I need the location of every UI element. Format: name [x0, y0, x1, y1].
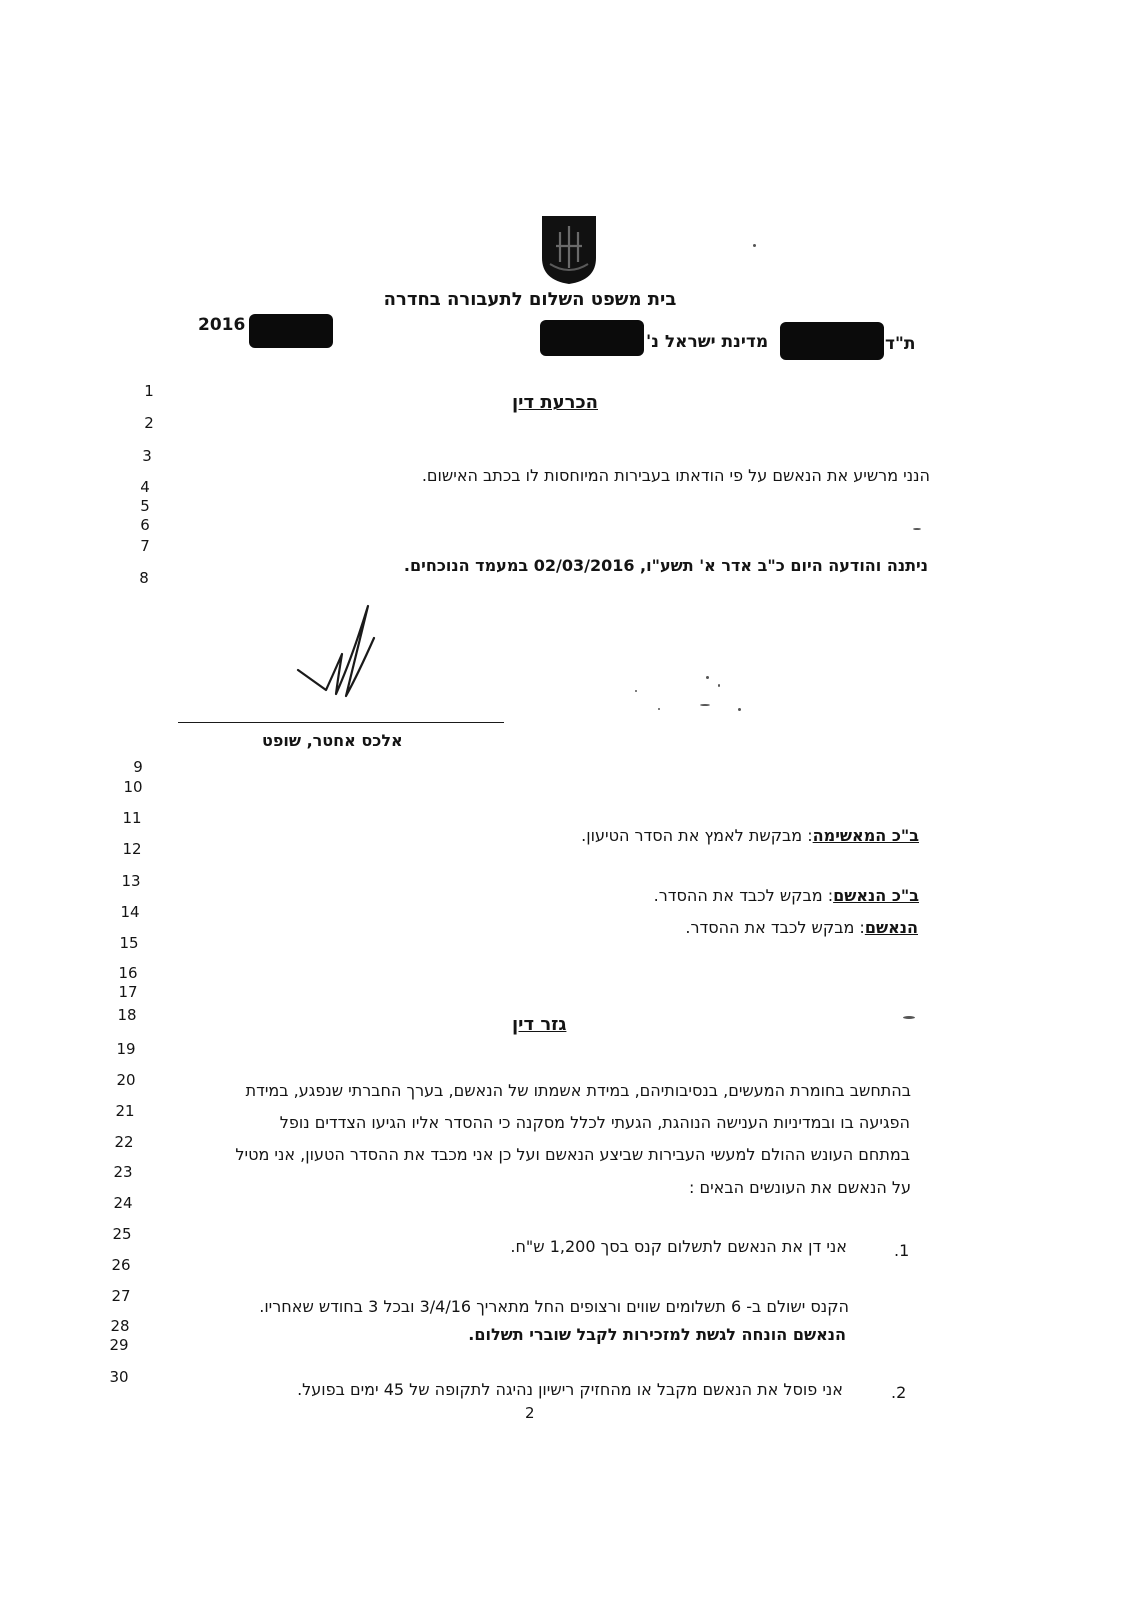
line-number: 17: [118, 983, 138, 1001]
sentence-paragraph-line: במתחם העונש ההולם למעשי העבירות שביצע הנאשם ועל כן אני מכבד את ההסדר הטעון, אני מטיל: [235, 1145, 910, 1164]
page-number: 2: [525, 1404, 535, 1422]
line-number: 12: [122, 840, 142, 858]
line-number: 30: [109, 1368, 129, 1386]
state-emblem-icon: [538, 212, 600, 286]
line-number: 3: [142, 447, 152, 465]
redaction-block: [249, 314, 333, 348]
argument-speaker: הנאשם: [864, 918, 918, 937]
license-suspension-text: אני פוסל את הנאשם מקבל או מהחזיק רישיון נהיגה לתקופה של 45 ימים בפועל.: [297, 1380, 843, 1399]
line-number: 22: [114, 1133, 134, 1151]
prosecution-argument: [581, 826, 919, 845]
line-number: 9: [133, 758, 143, 776]
line-number: 6: [140, 516, 150, 534]
line-number: 25: [112, 1225, 132, 1243]
judge-name: אלכס אחטר, שופט: [262, 731, 403, 750]
line-number: 2: [144, 414, 154, 432]
argument-speaker: ב"כ הנאשם: [833, 886, 919, 905]
fine-installments: הקנס ישולם ב- 6 תשלומים שווים ורצופים החל מתאריך 3/4/16 ובכל 3 בחודש שאחריו.: [259, 1297, 849, 1316]
defense-counsel-argument: [654, 886, 919, 905]
line-number: 7: [140, 537, 150, 555]
line-number: 13: [121, 872, 141, 890]
signature-line: [178, 722, 504, 723]
scan-speck: [903, 1016, 915, 1019]
line-number: 10: [123, 778, 143, 796]
sentence-paragraph-line: הפגיעה בו ובמדיניות הענישה הנוהגת, הגעתי לכלל מסקנה כי ההסדר אליו הגיעו הצדדים נופל: [279, 1113, 910, 1132]
scan-speck: [635, 690, 637, 692]
line-number: 23: [113, 1163, 133, 1181]
item-number: .1: [894, 1241, 910, 1260]
case-prefix: ת"ד: [885, 334, 916, 354]
argument-speaker: ב"כ המאשימה: [812, 826, 919, 845]
line-number: 29: [109, 1336, 129, 1354]
argument-text: : מבקש לכבד את ההסדר.: [653, 886, 834, 905]
court-name: בית משפט השלום לתעבורה בחדרה: [383, 289, 677, 310]
verdict-given-date: ניתנה והודעה היום כ"ב אדר א' תשע"ו, 02/03/2016 במעמד הנוכחים.: [403, 556, 928, 575]
line-number: 26: [111, 1256, 131, 1274]
sentence-paragraph-line: בהתחשב בחומרת המעשים, בנסיבותיהם, במידת אשמתו של הנאשם, בערך החברתי שנפגע, במידת: [245, 1081, 911, 1100]
judge-signature: [290, 598, 390, 700]
defendant-argument: [685, 918, 918, 937]
line-number: 21: [115, 1102, 135, 1120]
case-year: 2016: [198, 315, 246, 335]
redaction-block: [780, 322, 884, 360]
line-number: 14: [120, 903, 140, 921]
line-number: 5: [140, 497, 150, 515]
scan-speck: [913, 528, 921, 530]
sentence-title: גזר דין: [512, 1014, 567, 1035]
fine-text: אני דן את הנאשם לתשלום קנס בסך 1,200 ש"ח.: [510, 1237, 847, 1256]
line-number: 11: [122, 809, 142, 827]
line-number: 15: [119, 934, 139, 952]
scan-speck: [753, 244, 756, 247]
line-number: 20: [116, 1071, 136, 1089]
payment-note: הנאשם הונחה לגשת למזכירות לקבל שוברי תשלום.: [468, 1325, 846, 1344]
line-number: 27: [111, 1287, 131, 1305]
line-number: 28: [110, 1317, 130, 1335]
line-number: 8: [139, 569, 149, 587]
sentence-paragraph-line: על הנאשם את העונשים הבאים :: [688, 1178, 911, 1197]
case-parties: מדינת ישראל נ': [646, 332, 769, 352]
scan-speck: [658, 708, 660, 710]
redaction-block: [540, 320, 644, 356]
scan-speck: [718, 684, 720, 687]
line-number: 16: [118, 964, 138, 982]
item-number: .2: [891, 1383, 907, 1402]
scan-speck: [738, 708, 741, 711]
line-number: 1: [144, 382, 154, 400]
line-number: 18: [117, 1006, 137, 1024]
line-number: 4: [140, 478, 150, 496]
line-number: 19: [116, 1040, 136, 1058]
scan-speck: [706, 676, 709, 679]
scan-speck: [700, 704, 710, 706]
verdict-text: הנני מרשיע את הנאשם על פי הודאתו בעבירות המיוחסות לו בכתב האישום.: [421, 466, 930, 485]
line-number: 24: [113, 1194, 133, 1212]
verdict-title: הכרעת דין: [512, 392, 599, 413]
argument-text: : מבקשת לאמץ את הסדר הטיעון.: [581, 826, 813, 845]
argument-text: : מבקש לכבד את ההסדר.: [685, 918, 865, 937]
